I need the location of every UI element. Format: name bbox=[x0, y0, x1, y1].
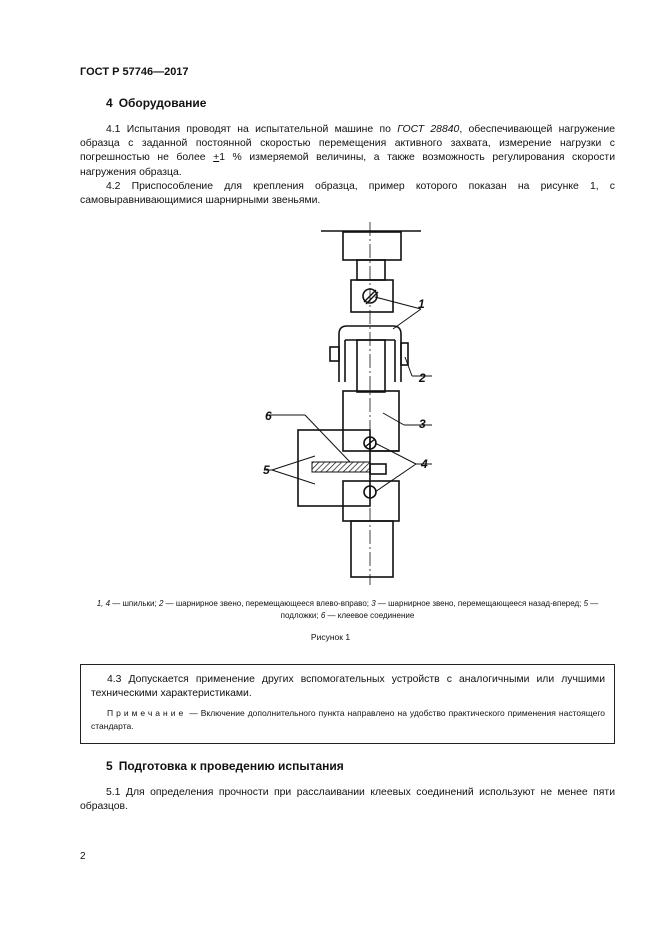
cap-t6: — клеевое соединение bbox=[325, 611, 415, 620]
p41-text-a: 4.1 Испытания проводят на испытательной машине по bbox=[106, 124, 398, 135]
inserted-clause-box bbox=[80, 664, 615, 744]
label-1: 1 bbox=[418, 297, 425, 311]
note-text: — Включение дополнительного пункта направлено на удобство практического применения настоящего стандарта. bbox=[91, 708, 605, 731]
left-pin-stub bbox=[330, 347, 339, 361]
section-4-title: Оборудование bbox=[118, 96, 207, 110]
cap-n2: 2 bbox=[158, 599, 164, 608]
label-2: 2 bbox=[419, 371, 426, 385]
section-5-heading bbox=[106, 759, 344, 773]
top-grip-block bbox=[343, 232, 401, 260]
section-5-title: Подготовка к проведению испытания bbox=[118, 759, 344, 773]
hinge-tongue bbox=[357, 340, 385, 392]
cap-n3: 3 bbox=[371, 599, 376, 608]
cap-t2: — шарнирное звено, перемещающееся влево-вправо; bbox=[163, 599, 372, 608]
label-6: 6 bbox=[265, 409, 272, 423]
cap-n5: 5 bbox=[583, 599, 589, 608]
lower-grip-block bbox=[343, 481, 399, 521]
paragraph-4-3: 4.3 Допускается применение других вспомогательных устройств с аналогичными или лучшими техническими характеристиками. bbox=[91, 674, 605, 700]
gost-reference-link: ГОСТ 28840 bbox=[397, 124, 460, 135]
cap-n1: 1, 4 bbox=[96, 599, 111, 608]
paragraph-4-2: 4.2 Приспособление для крепления образца, пример которого показан на рисунке 1, с самовыравнивающимися шарнирными звеньями. bbox=[80, 181, 615, 207]
figure-title: Рисунок 1 bbox=[310, 632, 351, 642]
note bbox=[91, 707, 605, 732]
label-4: 4 bbox=[421, 457, 428, 471]
upper-connector bbox=[357, 260, 385, 280]
p41-text-c: 1 % измеряемой величины, а также возможность регулирования скорости нагружения образца. bbox=[80, 152, 615, 178]
document-header: ГОСТ Р 57746—2017 bbox=[80, 66, 189, 78]
section-4-number: 4 bbox=[106, 96, 113, 110]
figure-caption bbox=[80, 598, 615, 622]
note-label: Примечание bbox=[107, 708, 187, 718]
p41-text-b: , обеспечивающей нагружение образца с заданной постоянной скоростью перемещения активного захвата, измерение нагрузки с погрешностью не более bbox=[80, 124, 616, 164]
cap-t1: — шпильки; bbox=[110, 599, 159, 608]
page-number: 2 bbox=[80, 851, 86, 862]
adhesive-end bbox=[370, 464, 386, 474]
paragraph-5-1: 5.1 Для определения прочности при расслаивании клеевых соединений используют не менее пяти образцов. bbox=[80, 787, 615, 813]
label-5: 5 bbox=[263, 463, 270, 477]
cap-t3: — шарнирное звено, перемещающееся назад-вперед; bbox=[375, 599, 584, 608]
bottom-rod bbox=[351, 521, 393, 577]
adhesive-joint bbox=[312, 462, 370, 472]
section-5-number: 5 bbox=[106, 759, 113, 773]
plus-minus-sign: + bbox=[213, 152, 220, 164]
label-3: 3 bbox=[419, 417, 426, 431]
upper-pin-block bbox=[351, 280, 393, 312]
cap-n6: 6 bbox=[320, 611, 326, 620]
cap-t5: — подложки; bbox=[280, 599, 599, 620]
